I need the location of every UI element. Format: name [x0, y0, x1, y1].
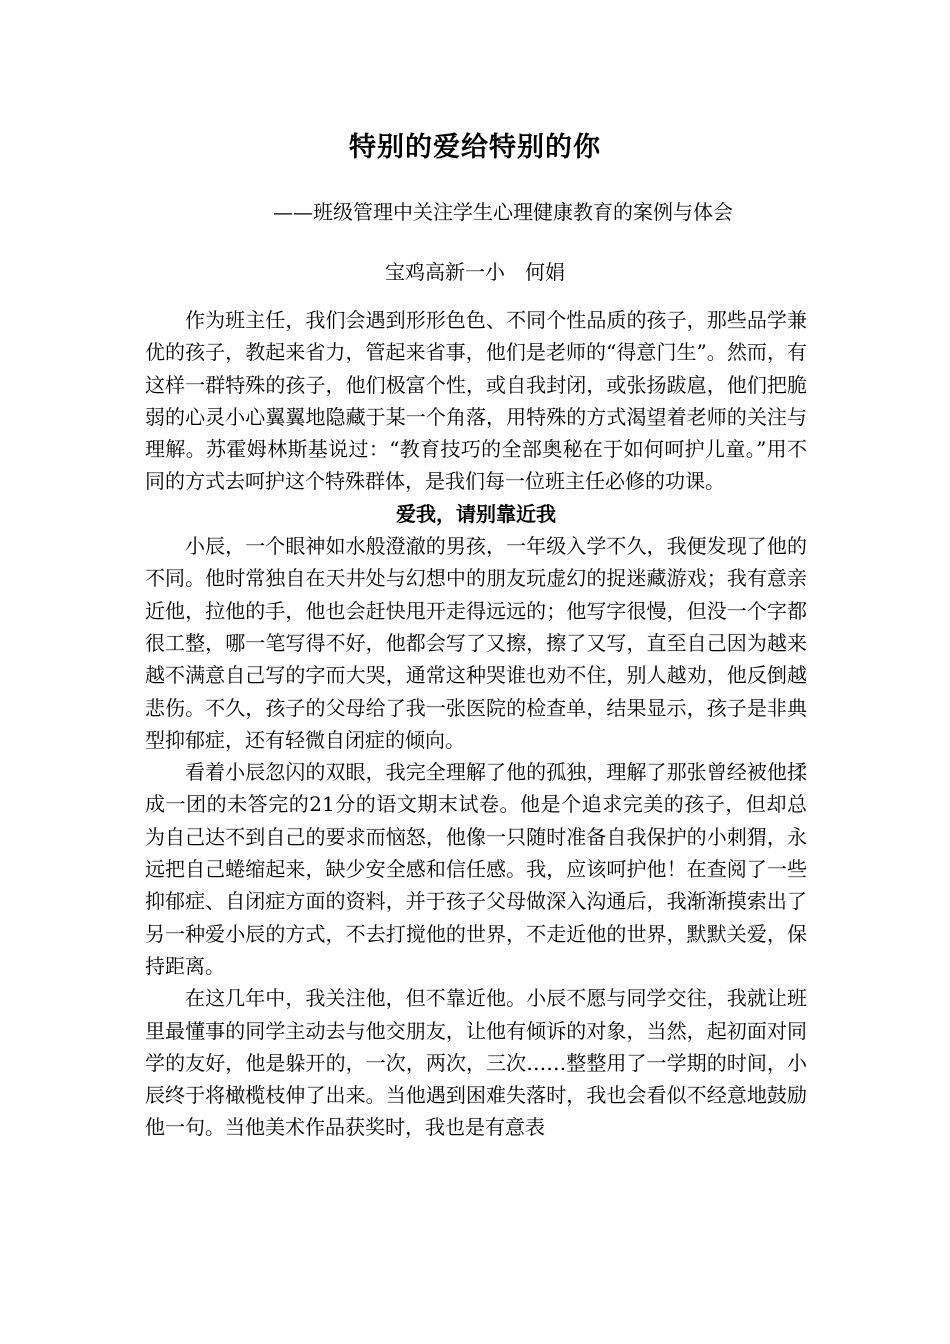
intro-paragraph: 作为班主任，我们会遇到形形色色、不同个性品质的孩子，那些品学兼优的孩子，教起来省力，管起来省事，他们是老师的“得意门生”。然而，有这样一群特殊的孩子，他们极富个性，或自我封闭，或张扬跋扈，他们把脆弱的心灵小心翼翼地隐藏于某一个角落，用特殊的方式渴望着老师的关注与理解。苏霍姆林斯基说过：“教育技巧的全部奥秘在于如何呵护儿童。”用不同的方式去呵护这个特殊群体，是我们每一位班主任必修的功课。 [145, 308, 807, 494]
body-paragraph: 在这几年中，我关注他，但不靠近他。小辰不愿与同学交往，我就让班里最懂事的同学主动去与他交朋友，让他有倾诉的对象，当然，起初面对同学的友好，他是躲开的，一次，两次，三次……整整用了一学期的时间，小辰终于将橄榄枝伸了出来。当他遇到困难失落时，我也会看似不经意地鼓励他一句。当他美术作品获奖时，我也是有意表 [145, 986, 807, 1140]
document-body [145, 304, 807, 1144]
section-heading: 爱我，请别靠近我 [396, 501, 556, 526]
author-line: 宝鸡高新一小 何娟 [385, 260, 565, 284]
body-paragraph: 小辰，一个眼神如水般澄澈的男孩，一年级入学不久，我便发现了他的不同。他时常独自在天井处与幻想中的朋友玩虚幻的捉迷藏游戏；我有意亲近他，拉他的手，他也会赶快甩开走得远远的；他写字很慢，但没一个字都很工整，哪一笔写得不好，他都会写了又擦，擦了又写，直至自己因为越来越不满意自己写的字而大哭，通常这种哭谁也劝不住，别人越劝，他反倒越悲伤。不久，孩子的父母给了我一张医院的检查单，结果显示，孩子是非典型抑郁症，还有轻微自闭症的倾向。 [145, 534, 807, 752]
document-title: 特别的爱给特别的你 [349, 132, 601, 163]
document-subtitle: ——班级管理中关注学生心理健康教育的案例与体会 [273, 200, 733, 224]
body-paragraph: 看着小辰忽闪的双眼，我完全理解了他的孤独，理解了那张曾经被他揉成一团的未答完的21分的语文期末试卷。他是个追求完美的孩子，但却总为自己达不到自己的要求而恼怒，他像一只随时准备自我保护的小刺猬，永远把自己蜷缩起来，缺少安全感和信任感。我，应该呵护他！在查阅了一些抑郁症、自闭症方面的资料，并于孩子父母做深入沟通后，我渐渐摸索出了另一种爱小辰的方式，不去打搅他的世界，不走近他的世界，默默关爱，保持距离。 [145, 760, 807, 978]
